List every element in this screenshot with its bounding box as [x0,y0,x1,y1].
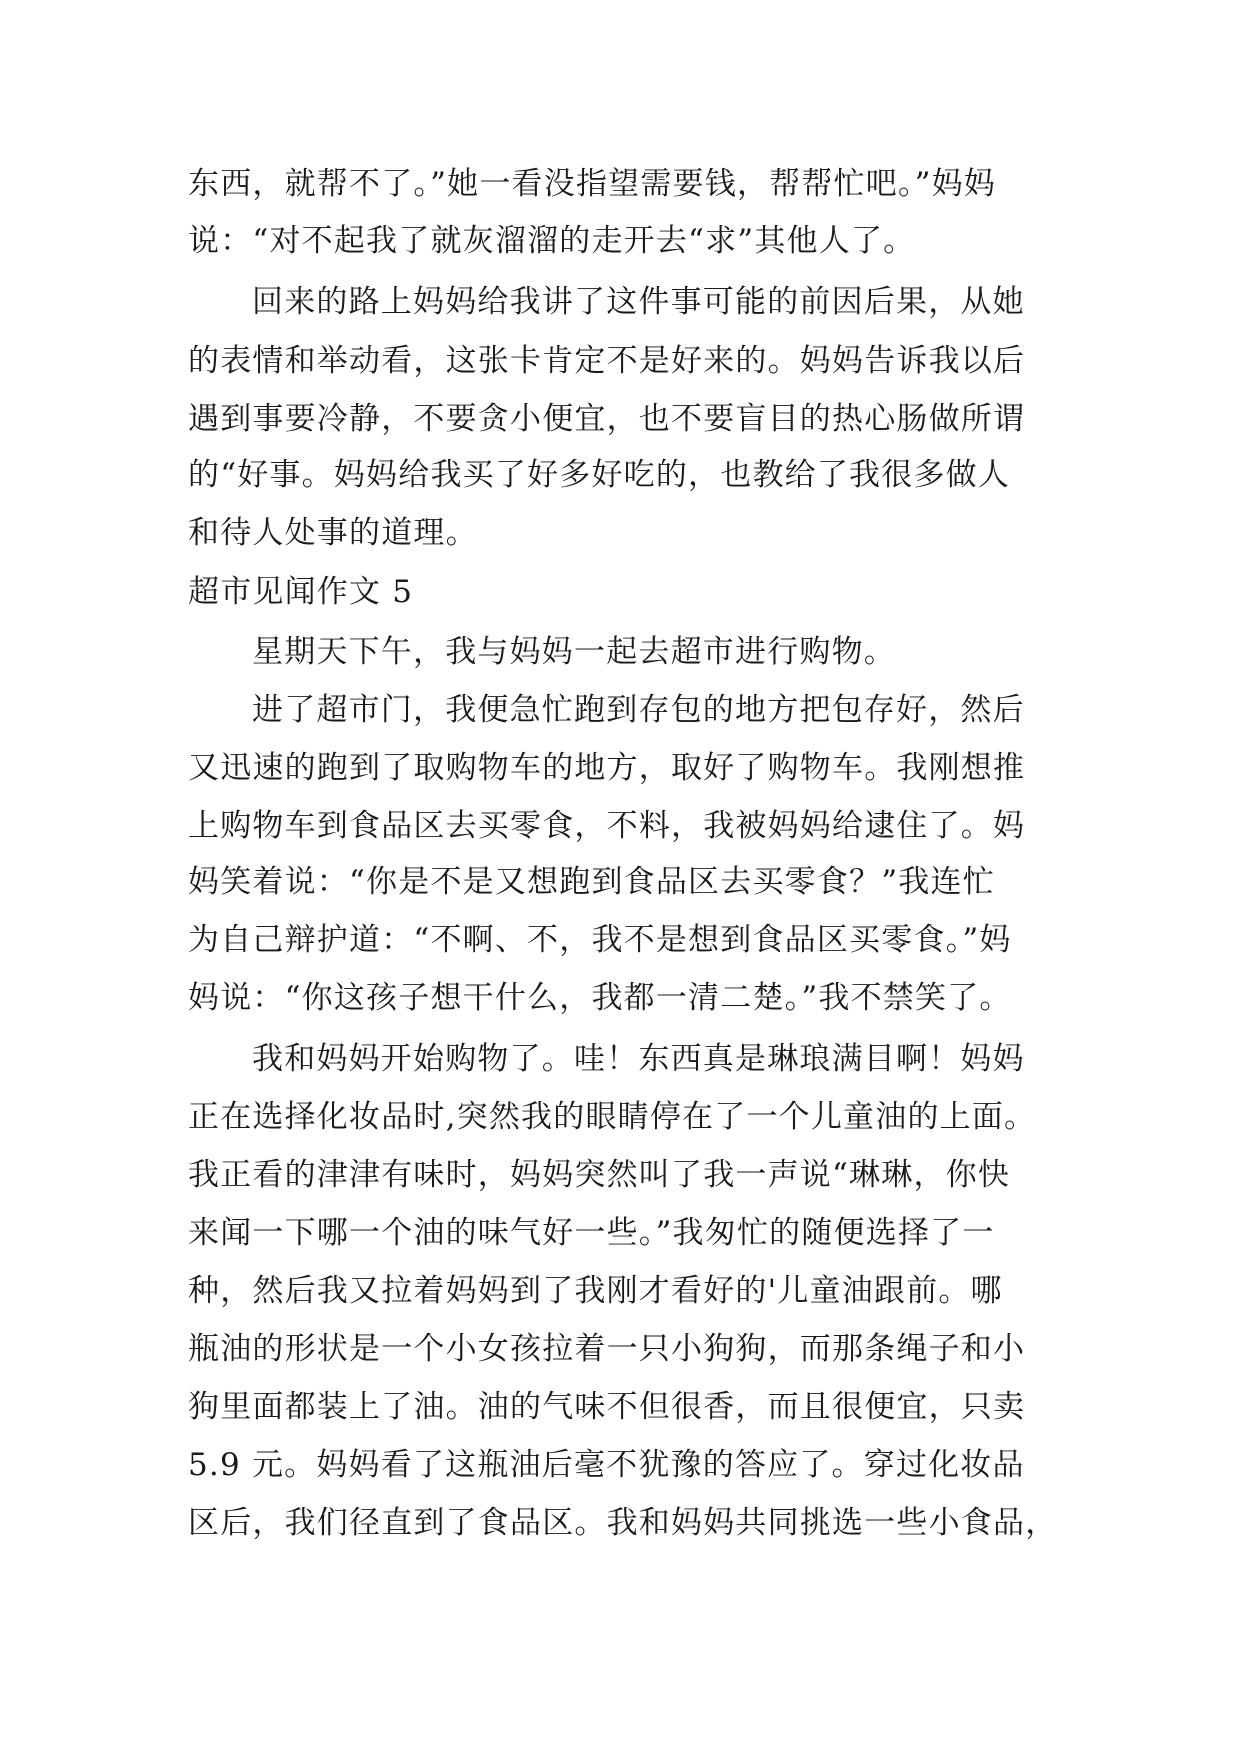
text-line: 说：“对不起我了就灰溜溜的走开去“求”其他人了。 [188,223,916,259]
text-line: 上购物车到食品区去买零食，不料，我被妈妈给逮住了。妈 [188,808,1026,844]
text-line: 为自己辩护道：“不啊、不，我不是想到食品区买零食。”妈 [188,922,1012,958]
text-line: 狗里面都装上了油。油的气味不但很香，而且很便宜，只卖 [188,1389,1026,1425]
text-line: 瓶油的形状是一个小女孩拉着一只小狗狗，而那条绳子和小 [188,1331,1026,1367]
text-line: 星期天下午，我与妈妈一起去超市进行购物。 [252,634,896,670]
text-line: 回来的路上妈妈给我讲了这件事可能的前因后果，从她 [252,284,1025,320]
text-line: 妈说：“你这孩子想干什么，我都一清二楚。”我不禁笑了。 [188,980,1012,1016]
text-line: 的表情和举动看，这张卡肯定不是好来的。妈妈告诉我以后 [188,343,1026,379]
text-line: 又迅速的跑到了取购物车的地方，取好了购物车。我刚想推 [188,750,1026,786]
text-line: 东西，就帮不了。”她一看没指望需要钱，帮帮忙吧。”妈妈 [188,166,997,202]
text-line: 和待人处事的道理。 [188,515,478,551]
text-line: 进了超市门，我便急忙跑到存包的地方把包存好，然后 [252,692,1025,728]
section-heading: 超市见闻作文 5 [188,574,414,610]
text-line: 5.9 元。妈妈看了这瓶油后毫不犹豫的答应了。穿过化妆品 [188,1447,1025,1483]
text-line: 我正看的津津有味时，妈妈突然叫了我一声说“琳琳，你快 [188,1157,1011,1193]
text-line: 种，然后我又拉着妈妈到了我刚才看好的'儿童油跟前。哪 [188,1273,1003,1309]
text-line: 来闻一下哪一个油的味气好一些。”我匆忙的随便选择了一 [188,1215,995,1251]
text-line: 妈笑着说：“你是不是又想跑到食品区去买零食？”我连忙 [188,864,995,900]
text-line: 的“好事。妈妈给我买了好多好吃的，也教给了我很多做人 [188,457,1011,493]
text-line: 我和妈妈开始购物了。哇！东西真是琳琅满目啊！妈妈 [252,1041,1025,1077]
text-line: 区后，我们径直到了食品区。我和妈妈共同挑选一些小食品， [188,1505,1058,1541]
text-line: 正在选择化妆品时,突然我的眼睛停在了一个儿童油的上面。 [188,1099,1037,1135]
text-line: 遇到事要冷静，不要贪小便宜，也不要盲目的热心肠做所谓 [188,401,1026,437]
